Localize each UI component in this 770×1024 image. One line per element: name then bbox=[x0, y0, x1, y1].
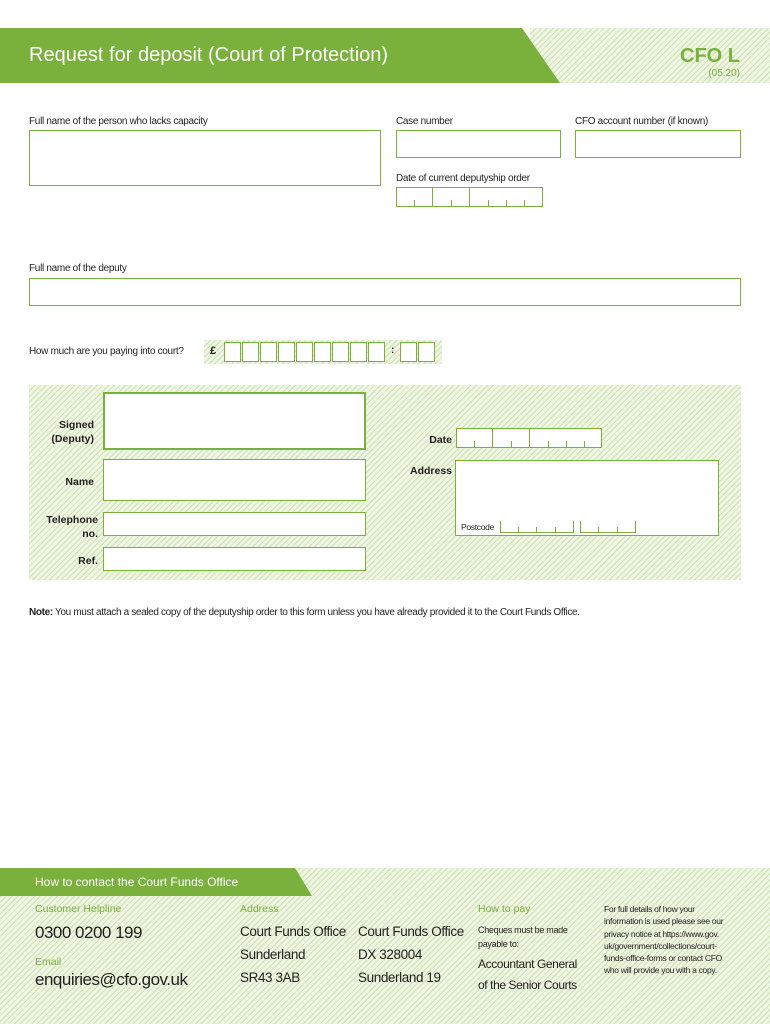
case-number-field[interactable] bbox=[396, 130, 561, 158]
amount-digit-cell[interactable] bbox=[278, 342, 295, 362]
deputy-name-label: Full name of the deputy bbox=[29, 263, 127, 274]
amount-digit-cell[interactable] bbox=[332, 342, 349, 362]
date-label: Date bbox=[429, 434, 452, 446]
person-name-field[interactable] bbox=[29, 130, 381, 186]
address-block-dx: Court Funds Office DX 328004 Sunderland 19 bbox=[358, 924, 464, 985]
signature-field[interactable] bbox=[103, 392, 366, 450]
amount-pence-cell[interactable] bbox=[400, 342, 417, 362]
privacy-notice: For full details of how your information is used please see our privacy notice at https://www.gov. uk/government/collections/court- funds-office-forms or contact CFO who will provide you with a copy. bbox=[604, 904, 724, 976]
form-code: CFO L bbox=[680, 45, 740, 67]
helpline-number: 0300 0200 199 bbox=[35, 923, 142, 942]
address-label: Address bbox=[409, 465, 452, 477]
account-number-field[interactable] bbox=[575, 130, 741, 158]
email-label: Email bbox=[35, 956, 62, 968]
footer-heading: How to contact the Court Funds Office bbox=[35, 875, 239, 889]
telephone-field[interactable] bbox=[103, 512, 366, 536]
order-date-month[interactable] bbox=[432, 187, 470, 207]
pound-sign: £ bbox=[210, 345, 217, 357]
address-block-primary: Court Funds Office Sunderland SR43 3AB bbox=[240, 924, 346, 985]
amount-label: How much are you paying into court? bbox=[29, 346, 184, 357]
amount-digit-cell[interactable] bbox=[260, 342, 277, 362]
reference-field[interactable] bbox=[103, 547, 366, 571]
form-version: (05.20) bbox=[708, 68, 740, 79]
form-title: Request for deposit (Court of Protection) bbox=[29, 44, 389, 66]
cheque-note: Cheques must be made payable to: bbox=[478, 925, 568, 949]
decimal-separator: : bbox=[391, 345, 395, 356]
note-text: You must attach a sealed copy of the deputyship order to this form unless you have already provided it to the Court Funds Office. bbox=[52, 607, 580, 618]
amount-pence-cell[interactable] bbox=[418, 342, 435, 362]
form-header bbox=[0, 28, 770, 83]
telephone-label: Telephone no. bbox=[46, 514, 98, 540]
signature-date-day[interactable] bbox=[456, 428, 493, 448]
postcode-outward[interactable] bbox=[500, 521, 574, 533]
amount-digit-cell[interactable] bbox=[314, 342, 331, 362]
amount-digit-cell[interactable] bbox=[224, 342, 241, 362]
amount-digit-cell[interactable] bbox=[350, 342, 367, 362]
address-heading: Address bbox=[240, 903, 279, 915]
attachment-note bbox=[29, 607, 580, 618]
order-date-year[interactable] bbox=[469, 187, 543, 207]
amount-digit-cell[interactable] bbox=[368, 342, 385, 362]
deputy-name-field[interactable] bbox=[29, 278, 741, 306]
name-label: Name bbox=[65, 476, 94, 488]
payee-name: Accountant General of the Senior Courts bbox=[478, 957, 577, 992]
ref-label: Ref. bbox=[78, 555, 98, 567]
note-prefix: Note: bbox=[29, 607, 53, 618]
amount-digit-cell[interactable] bbox=[296, 342, 313, 362]
helpline-label: Customer Helpline bbox=[35, 903, 122, 915]
postcode-inward[interactable] bbox=[580, 521, 636, 533]
account-number-label: CFO account number (if known) bbox=[575, 116, 709, 127]
amount-digit-cell[interactable] bbox=[242, 342, 259, 362]
case-number-label: Case number bbox=[396, 116, 453, 127]
person-name-label: Full name of the person who lacks capacity bbox=[29, 116, 208, 127]
signature-date-month[interactable] bbox=[492, 428, 530, 448]
order-date-label: Date of current deputyship order bbox=[396, 173, 530, 184]
postcode-label: Postcode bbox=[461, 522, 495, 532]
contact-footer bbox=[0, 868, 770, 1024]
how-to-pay-heading: How to pay bbox=[478, 903, 531, 915]
signatory-name-field[interactable] bbox=[103, 459, 366, 501]
order-date-day[interactable] bbox=[396, 187, 433, 207]
email-address[interactable]: enquiries@cfo.gov.uk bbox=[35, 970, 188, 989]
signed-label: Signed (Deputy) bbox=[51, 419, 94, 445]
signature-date-year[interactable] bbox=[529, 428, 602, 448]
